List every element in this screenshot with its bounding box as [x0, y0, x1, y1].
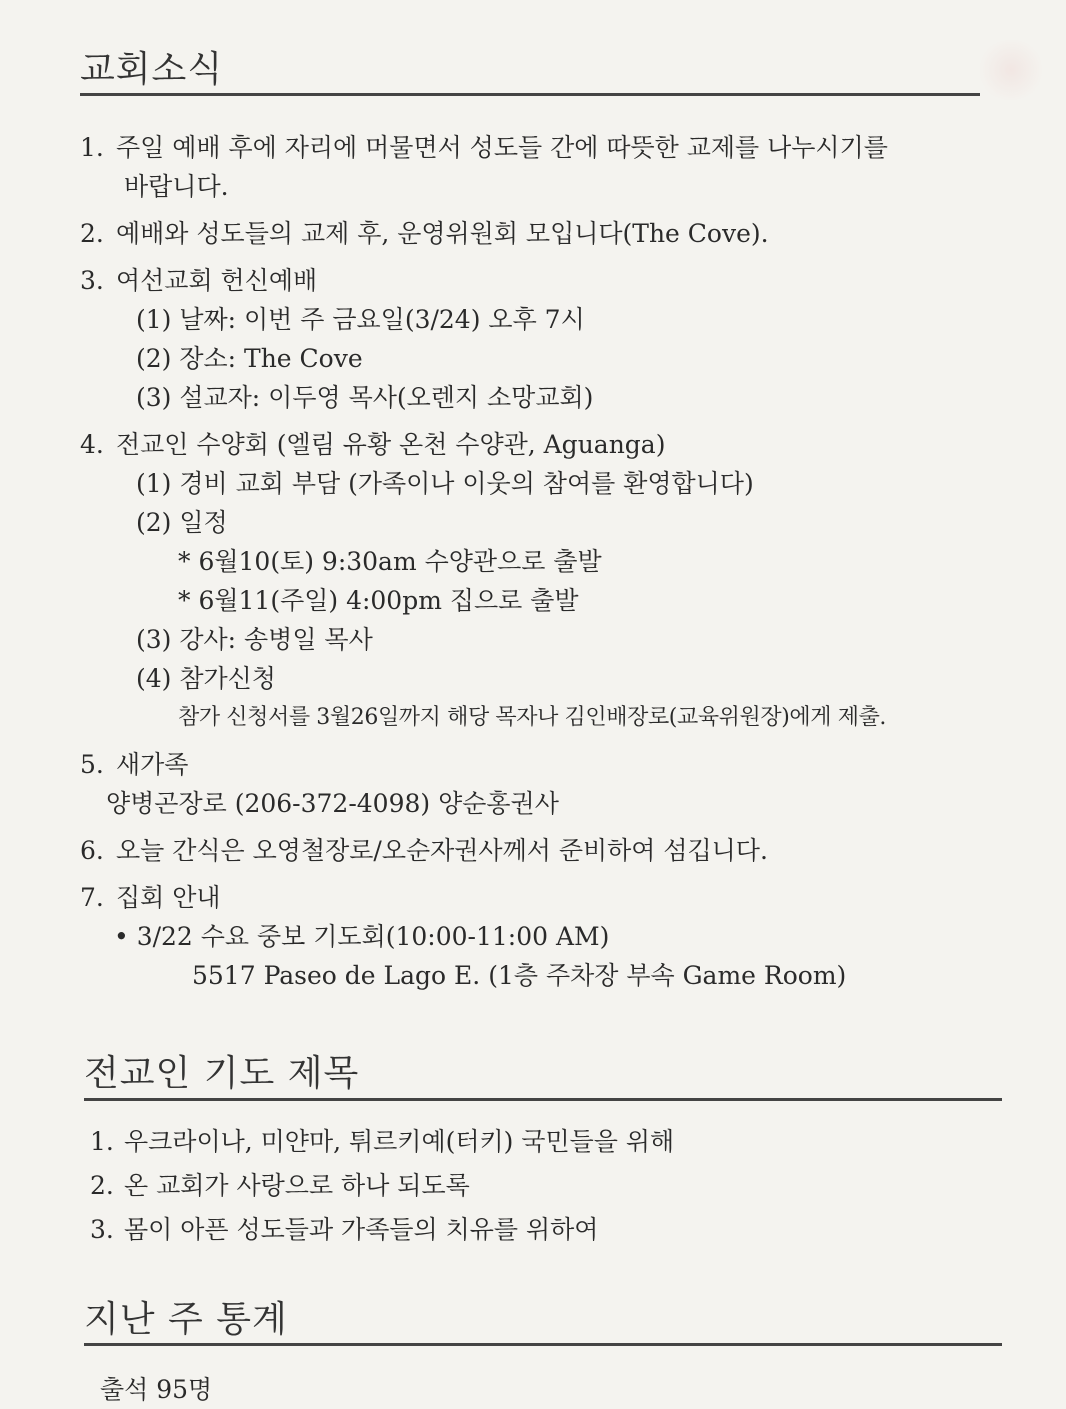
news-item-6	[80, 831, 1020, 870]
news-title: 교회소식	[80, 49, 224, 90]
item-number: 5.	[80, 750, 104, 779]
prayer-item-2	[90, 1164, 990, 1208]
sub-item-speaker: (3) 강사: 송병일 목사	[136, 625, 373, 654]
item-text: 여선교회 헌신예배	[116, 266, 318, 295]
item-text: 몸이 아픈 성도들과 가족들의 치유를 위하여	[124, 1215, 599, 1244]
prayer-item-3	[90, 1208, 990, 1252]
item-text: 예배와 성도들의 교제 후, 운영위원회 모입니다(The Cove).	[116, 219, 769, 248]
item-text: 새가족	[116, 750, 189, 779]
item-text: 온 교회가 사랑으로 하나 되도록	[124, 1171, 470, 1200]
item-text: 집회 안내	[116, 883, 221, 912]
news-list	[80, 128, 1020, 1003]
item-text: 우크라이나, 미얀마, 튀르키예(터키) 국민들을 위해	[124, 1127, 675, 1156]
news-item-5	[80, 745, 1020, 823]
prayer-item-1	[90, 1120, 990, 1164]
item-number: 1.	[90, 1127, 114, 1156]
schedule-line: * 6월10(토) 9:30am 수양관으로 출발	[178, 547, 602, 576]
news-item-2	[80, 214, 1020, 253]
item-text: 주일 예배 후에 자리에 머물면서 성도들 간에 따뜻한 교제를 나누시기를	[116, 133, 888, 162]
stats-title: 지난 주 통계	[84, 1299, 288, 1340]
news-item-3	[80, 261, 1020, 417]
faded-logo	[976, 40, 1046, 100]
stats-block	[100, 1372, 212, 1408]
news-item-4	[80, 425, 1020, 737]
stats-title-rule	[84, 1343, 1002, 1346]
item-text: 전교인 수양회 (엘림 유황 온천 수양관, Aguanga)	[116, 430, 666, 459]
item-number: 1.	[80, 133, 104, 162]
item-number: 6.	[80, 836, 104, 865]
news-title-rule	[80, 93, 980, 96]
item-text-continued: 바랍니다.	[124, 172, 229, 201]
sub-item-registration: (4) 참가신청	[136, 664, 276, 693]
item-number: 3.	[80, 266, 104, 295]
sub-item-date: (1) 날짜: 이번 주 금요일(3/24) 오후 7시	[136, 305, 585, 334]
sub-item-schedule: (2) 일정	[136, 508, 228, 537]
prayer-title: 전교인 기도 제목	[84, 1053, 360, 1094]
item-number: 2.	[90, 1171, 114, 1200]
sub-item-cost: (1) 경비 교회 부담 (가족이나 이웃의 참여를 환영합니다)	[136, 469, 754, 498]
item-number: 7.	[80, 883, 104, 912]
registration-note: 참가 신청서를 3월26일까지 해당 목자나 김인배장로(교육위원장)에게 제출.	[178, 705, 887, 730]
schedule-line: * 6월11(주일) 4:00pm 집으로 출발	[178, 586, 579, 615]
sub-item-preacher: (3) 설교자: 이두영 목사(오렌지 소망교회)	[136, 383, 594, 412]
item-number: 3.	[90, 1215, 114, 1244]
item-number: 4.	[80, 430, 104, 459]
meeting-bullet: • 3/22 수요 중보 기도회(10:00-11:00 AM)	[114, 922, 610, 951]
prayer-list	[90, 1120, 990, 1252]
meeting-address: 5517 Paseo de Lago E. (1층 주차장 부속 Game Room)	[192, 961, 847, 990]
news-item-7	[80, 878, 1020, 995]
sub-item-place: (2) 장소: The Cove	[136, 344, 363, 373]
item-text: 오늘 간식은 오영철장로/오순자권사께서 준비하여 섬깁니다.	[116, 836, 768, 865]
item-number: 2.	[80, 219, 104, 248]
news-item-1	[80, 128, 1020, 206]
new-family-names: 양병곤장로 (206-372-4098) 양순홍권사	[106, 789, 559, 818]
attendance-count: 출석 95명	[100, 1375, 213, 1404]
prayer-title-rule	[84, 1098, 1002, 1101]
